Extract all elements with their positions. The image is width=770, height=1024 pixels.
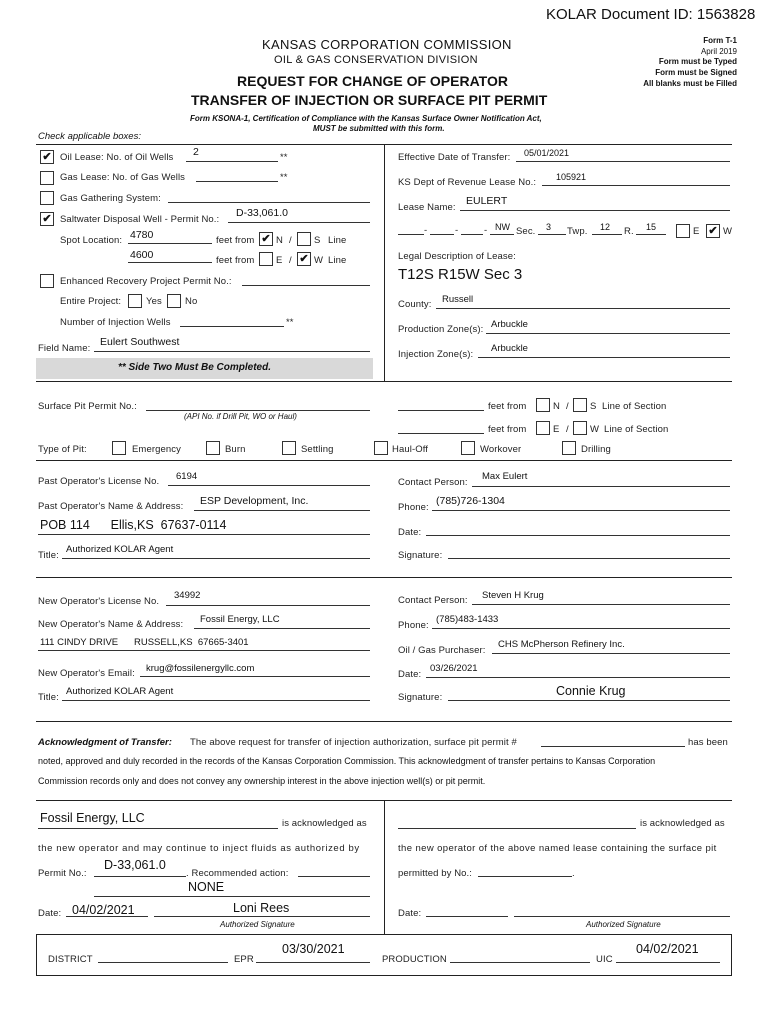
sec-value[interactable]: 3 xyxy=(546,222,552,232)
past-name-line xyxy=(194,510,370,511)
field-name-value[interactable]: Eulert Southwest xyxy=(100,336,180,348)
ack-permit-no-value[interactable]: D-33,061.0 xyxy=(104,858,166,872)
new-email-line xyxy=(140,676,370,677)
past-address-value[interactable]: POB 114 Ellis,KS 67637-0114 xyxy=(40,518,227,532)
ack-auth-sig-line xyxy=(154,916,370,917)
new-section-bottom-rule xyxy=(36,721,732,722)
ack-permit-line[interactable] xyxy=(541,746,685,747)
gas-gathering-label: Gas Gathering System: xyxy=(60,193,161,204)
eor-label: Enhanced Recovery Project Permit No.: xyxy=(60,276,232,287)
ack-date-value[interactable]: 04/02/2021 xyxy=(72,903,135,917)
pit-feet1-label: feet from xyxy=(488,401,527,412)
new-title-value[interactable]: Authorized KOLAR Agent xyxy=(66,686,174,697)
ks-dept-label: KS Dept of Revenue Lease No.: xyxy=(398,177,537,188)
pit-s-label: S xyxy=(590,401,597,412)
new-signature-label: Signature: xyxy=(398,692,443,703)
form-requirement-signed: Form must be Signed xyxy=(655,68,737,77)
new-date-line xyxy=(426,677,730,678)
spot-w-checkbox[interactable]: ✔ xyxy=(297,252,311,266)
past-address-line xyxy=(38,534,370,535)
pit-feet2-label: feet from xyxy=(488,424,527,435)
new-license-line xyxy=(166,605,370,606)
ack-text-3: Commission records only and does not convey any ownership interest in the above injection well(s) or pit permit. xyxy=(38,776,486,786)
injection-wells-stars: ** xyxy=(286,317,294,328)
footer-district-line[interactable] xyxy=(98,962,228,963)
pit-burn-checkbox[interactable] xyxy=(206,441,220,455)
ack-company-line xyxy=(38,828,278,829)
new-phone-value[interactable]: (785)483-1433 xyxy=(436,614,499,625)
ack-date-label: Date: xyxy=(38,908,62,919)
side-two-note: ** Side Two Must Be Completed. xyxy=(118,362,271,373)
ack-new-operator-pit: the new operator of the above named lease containing the surface pit xyxy=(398,843,717,854)
sec-label: Sec. xyxy=(516,226,536,237)
past-title-line xyxy=(62,558,370,559)
past-contact-label: Contact Person: xyxy=(398,477,468,488)
form-requirement-filled: All blanks must be Filled xyxy=(643,79,737,88)
past-contact-line xyxy=(472,486,730,487)
past-license-label: Past Operator's License No. xyxy=(38,476,160,487)
entire-project-label: Entire Project: xyxy=(60,296,122,307)
pit-feet1-line[interactable] xyxy=(398,410,484,411)
form-requirement-typed: Form must be Typed xyxy=(658,57,737,66)
legal-description-label: Legal Description of Lease: xyxy=(398,251,516,262)
spot-e-checkbox[interactable] xyxy=(259,252,273,266)
gas-lease-checkbox[interactable] xyxy=(40,171,54,185)
new-license-label: New Operator's License No. xyxy=(38,596,160,607)
new-purchaser-value[interactable]: CHS McPherson Refinery Inc. xyxy=(498,639,625,650)
swd-checkbox[interactable]: ✔ xyxy=(40,212,54,226)
spot-ns-line-label: Line xyxy=(328,235,347,246)
quarter3-line[interactable] xyxy=(461,234,483,235)
title-line-1: REQUEST FOR CHANGE OF OPERATOR xyxy=(237,73,508,89)
county-value[interactable]: Russell xyxy=(442,294,474,305)
past-signature-label: Signature: xyxy=(398,550,443,561)
new-signature-line xyxy=(448,700,730,701)
pit-ns-slash: / xyxy=(566,401,569,412)
injection-zone-value[interactable]: Arbuckle xyxy=(491,343,528,354)
pit-workover-checkbox[interactable] xyxy=(461,441,475,455)
production-zone-label: Production Zone(s): xyxy=(398,324,484,335)
oil-lease-label: Oil Lease: No. of Oil Wells xyxy=(60,152,174,163)
form-number: Form T-1 xyxy=(703,36,737,45)
spot-location-label: Spot Location: xyxy=(60,235,123,246)
pit-hauloff-checkbox[interactable] xyxy=(374,441,388,455)
production-zone-value[interactable]: Arbuckle xyxy=(491,319,528,330)
spot-ew-line-label: Line xyxy=(328,255,347,266)
pit-ew-slash: / xyxy=(566,424,569,435)
lease-name-label: Lease Name: xyxy=(398,202,456,213)
injection-zone-label: Injection Zone(s): xyxy=(398,349,474,360)
ksona-note-2: MUST be submitted with this form. xyxy=(313,124,445,133)
quarter4-line xyxy=(490,234,514,235)
effective-date-value[interactable]: 05/01/2021 xyxy=(524,148,570,158)
gas-lease-label: Gas Lease: No. of Gas Wells xyxy=(60,172,186,183)
title-line-2: TRANSFER OF INJECTION OR SURFACE PIT PERMIT xyxy=(191,92,548,108)
new-address-value[interactable]: 111 CINDY DRIVE RUSSELL,KS 67665-3401 xyxy=(40,637,249,648)
past-date-label: Date: xyxy=(398,527,422,538)
spot2-value[interactable]: 4600 xyxy=(130,249,154,261)
new-name-value[interactable]: Fossil Energy, LLC xyxy=(200,614,280,625)
pit-settling-checkbox[interactable] xyxy=(282,441,296,455)
ack-text-2: noted, approved and duly recorded in the records of the Kansas Corporation Commission. This acknowledgment of transfer pertains to Kansas Corporation xyxy=(38,756,656,766)
entire-project-yes-checkbox[interactable] xyxy=(128,294,142,308)
surface-pit-permit-line[interactable] xyxy=(146,410,370,411)
ack-permitted-by-line[interactable] xyxy=(478,876,572,877)
past-contact-value[interactable]: Max Eulert xyxy=(482,471,528,482)
past-date-line[interactable] xyxy=(426,535,730,536)
type-of-pit-label: Type of Pit: xyxy=(38,444,87,455)
ack-permitted-by-label: permitted by No.: xyxy=(398,868,473,879)
new-phone-line xyxy=(432,628,730,629)
ack-right-sig-line[interactable] xyxy=(514,916,730,917)
past-section-bottom-rule xyxy=(36,577,732,578)
past-phone-label: Phone: xyxy=(398,502,429,513)
pit-e-label: E xyxy=(553,424,560,435)
ack-new-operator-inject: the new operator and may continue to inject fluids as authorized by xyxy=(38,843,360,854)
new-name-line xyxy=(194,628,370,629)
surface-pit-permit-label: Surface Pit Permit No.: xyxy=(38,401,137,412)
ack-right-is-acknowledged: is acknowledged as xyxy=(640,818,725,829)
new-contact-label: Contact Person: xyxy=(398,595,468,606)
eor-checkbox[interactable] xyxy=(40,274,54,288)
lease-name-value[interactable]: EULERT xyxy=(466,195,508,207)
division-name: OIL & GAS CONSERVATION DIVISION xyxy=(274,54,478,66)
past-name-label: Past Operator's Name & Address: xyxy=(38,501,184,512)
spot-e-label: E xyxy=(276,255,283,266)
ack-right-date-line[interactable] xyxy=(426,916,508,917)
entire-project-no-checkbox[interactable] xyxy=(167,294,181,308)
ack-heading: Acknowledgment of Transfer: xyxy=(38,737,172,748)
footer-epr-line xyxy=(256,962,370,963)
footer-uic-line xyxy=(616,962,720,963)
pit-drilling-label: Drilling xyxy=(581,444,611,455)
pit-n-label: N xyxy=(553,401,560,412)
ack-permit-no-label: Permit No.: xyxy=(38,868,87,879)
quarter-nw-value[interactable]: NW xyxy=(495,222,510,232)
new-contact-value[interactable]: Steven H Krug xyxy=(482,590,544,601)
past-license-line xyxy=(168,485,370,486)
form-date: April 2019 xyxy=(700,47,737,56)
pit-emergency-checkbox[interactable] xyxy=(112,441,126,455)
new-name-label: New Operator's Name & Address: xyxy=(38,619,184,630)
spot1-value[interactable]: 4780 xyxy=(130,229,154,241)
ack-is-acknowledged: is acknowledged as xyxy=(282,818,367,829)
range-w-checkbox[interactable]: ✔ xyxy=(706,224,720,238)
ack-recommended-value[interactable]: NONE xyxy=(188,880,225,894)
past-phone-line xyxy=(432,510,730,511)
county-line xyxy=(436,308,730,309)
pit-e-checkbox[interactable] xyxy=(536,421,550,435)
new-title-line xyxy=(62,700,370,701)
injection-wells-label: Number of Injection Wells xyxy=(60,317,171,328)
new-signature-value[interactable]: Connie Krug xyxy=(556,684,626,698)
pit-s-checkbox[interactable] xyxy=(573,398,587,412)
spot2-feet-from: feet from xyxy=(216,255,255,266)
new-contact-line xyxy=(472,604,730,605)
footer-production-label: PRODUCTION xyxy=(382,954,447,965)
range-w-label: W xyxy=(723,226,733,237)
pit-burn-label: Burn xyxy=(225,444,246,455)
entire-project-no-label: No xyxy=(185,296,198,307)
spot2-line xyxy=(128,262,212,263)
legal-description-value[interactable]: T12S R15W Sec 3 xyxy=(398,266,523,283)
spot-w-label: W xyxy=(314,255,324,266)
past-title-value[interactable]: Authorized KOLAR Agent xyxy=(66,544,174,555)
swd-label: Saltwater Disposal Well - Permit No.: xyxy=(60,214,220,225)
ack-text-1: The above request for transfer of injection authorization, surface pit permit # xyxy=(190,737,517,748)
ksona-note: Form KSONA-1, Certification of Compliance with the Kansas Surface Owner Notification Act, xyxy=(190,114,542,123)
oil-lease-checkbox[interactable]: ✔ xyxy=(40,150,54,164)
new-email-value[interactable]: krug@fossilenergyllc.com xyxy=(146,663,255,674)
new-date-label: Date: xyxy=(398,669,422,680)
api-note: (API No. if Drill Pit, WO or Haul) xyxy=(184,412,297,421)
ack-has-been: has been xyxy=(688,737,728,748)
pit-w-label: W xyxy=(590,424,600,435)
effective-date-label: Effective Date of Transfer: xyxy=(398,152,511,163)
footer-epr-label: EPR xyxy=(234,954,254,965)
field-name-label: Field Name: xyxy=(38,343,91,354)
quarter1-line[interactable] xyxy=(398,234,424,235)
spot-s-label: S xyxy=(314,235,321,246)
county-label: County: xyxy=(398,299,432,310)
spot1-line xyxy=(128,243,212,244)
ack-recommended-label: . Recommended action: xyxy=(186,868,289,879)
twp-value[interactable]: 12 xyxy=(600,222,611,232)
pit-workover-label: Workover xyxy=(480,444,522,455)
twp-line xyxy=(592,234,622,235)
ack-recommended-line-2 xyxy=(94,896,370,897)
pit-drilling-checkbox[interactable] xyxy=(562,441,576,455)
past-phone-value[interactable]: (785)726-1304 xyxy=(436,495,505,507)
range-label: R. xyxy=(624,226,634,237)
oil-wells-line xyxy=(186,161,278,162)
ks-dept-value[interactable]: 105921 xyxy=(556,172,587,182)
ack-company-value[interactable]: Fossil Energy, LLC xyxy=(40,811,145,825)
new-purchaser-line xyxy=(492,653,730,654)
range-e-checkbox[interactable] xyxy=(676,224,690,238)
sec-line xyxy=(538,234,566,235)
pit-ns-line-of-section: Line of Section xyxy=(602,401,667,412)
spot-s-checkbox[interactable] xyxy=(297,232,311,246)
check-applicable-label: Check applicable boxes: xyxy=(38,131,141,142)
range-e-label: E xyxy=(693,226,700,237)
quarter-dash-3: - xyxy=(484,225,488,236)
spot-ns-slash: / xyxy=(289,235,292,246)
lease-name-line xyxy=(460,210,730,211)
gas-wells-stars: ** xyxy=(280,172,288,183)
new-date-value[interactable]: 03/26/2021 xyxy=(430,663,478,674)
oil-wells-stars: ** xyxy=(280,152,288,163)
pit-ew-line-of-section: Line of Section xyxy=(604,424,669,435)
pit-hauloff-label: Haul-Off xyxy=(392,444,428,455)
spot1-feet-from: feet from xyxy=(216,235,255,246)
ack-right-date-label: Date: xyxy=(398,908,422,919)
new-title-label: Title: xyxy=(38,692,59,703)
commission-name: KANSAS CORPORATION COMMISSION xyxy=(262,37,512,52)
quarter2-line[interactable] xyxy=(430,234,454,235)
new-license-value[interactable]: 34992 xyxy=(174,590,201,601)
past-license-value[interactable]: 6194 xyxy=(176,471,198,482)
footer-district-label: DISTRICT xyxy=(48,954,93,965)
pit-emergency-label: Emergency xyxy=(132,444,181,455)
injection-wells-line[interactable] xyxy=(180,326,284,327)
ack-right-company-line[interactable] xyxy=(398,828,636,829)
gas-wells-line[interactable] xyxy=(196,181,278,182)
entire-project-yes-label: Yes xyxy=(146,296,162,307)
top-section-bottom-rule xyxy=(36,381,732,382)
document-id: KOLAR Document ID: 1563828 xyxy=(546,6,756,23)
production-zone-line xyxy=(486,333,730,334)
ack-auth-name[interactable]: Loni Rees xyxy=(233,901,290,915)
past-name-value[interactable]: ESP Development, Inc. xyxy=(200,495,309,507)
gas-gathering-line[interactable] xyxy=(168,202,370,203)
spot-n-checkbox[interactable]: ✔ xyxy=(259,232,273,246)
pit-settling-label: Settling xyxy=(301,444,334,455)
ack-permit-no-line xyxy=(94,876,186,877)
new-purchaser-label: Oil / Gas Purchaser: xyxy=(398,645,486,656)
ks-dept-line xyxy=(542,185,730,186)
range-line xyxy=(636,234,666,235)
top-section-divider xyxy=(384,144,385,382)
pit-feet2-line[interactable] xyxy=(398,433,484,434)
swd-permit-value[interactable]: D-33,061.0 xyxy=(236,207,288,219)
quarter-dash-2: - xyxy=(455,225,459,236)
past-signature-line[interactable] xyxy=(448,558,730,559)
footer-epr-date[interactable]: 03/30/2021 xyxy=(282,942,345,956)
gas-gathering-checkbox[interactable] xyxy=(40,191,54,205)
footer-uic-label: UIC xyxy=(596,954,613,965)
oil-wells-value[interactable]: 2 xyxy=(193,146,199,158)
field-name-line xyxy=(94,351,370,352)
new-email-label: New Operator's Email: xyxy=(38,668,135,679)
footer-uic-date[interactable]: 04/02/2021 xyxy=(636,942,699,956)
footer-production-line[interactable] xyxy=(450,962,590,963)
pit-n-checkbox[interactable] xyxy=(536,398,550,412)
ack-permitted-by-period: . xyxy=(572,868,575,879)
new-phone-label: Phone: xyxy=(398,620,429,631)
range-value[interactable]: 15 xyxy=(646,222,657,232)
past-title-label: Title: xyxy=(38,550,59,561)
pit-section-bottom-rule xyxy=(36,460,732,461)
eor-permit-line[interactable] xyxy=(242,285,370,286)
swd-permit-line xyxy=(228,222,370,223)
ack-right-auth-sig-caption: Authorized Signature xyxy=(586,920,661,929)
ack-box-divider xyxy=(384,800,385,934)
twp-label: Twp. xyxy=(567,226,588,237)
injection-zone-line xyxy=(478,357,730,358)
new-address-line xyxy=(38,650,370,651)
pit-w-checkbox[interactable] xyxy=(573,421,587,435)
ack-recommended-line xyxy=(298,876,370,877)
effective-date-line xyxy=(516,161,730,162)
quarter-dash-1: - xyxy=(424,225,428,236)
ack-auth-sig-caption: Authorized Signature xyxy=(220,920,295,929)
spot-ew-slash: / xyxy=(289,255,292,266)
spot-n-label: N xyxy=(276,235,283,246)
